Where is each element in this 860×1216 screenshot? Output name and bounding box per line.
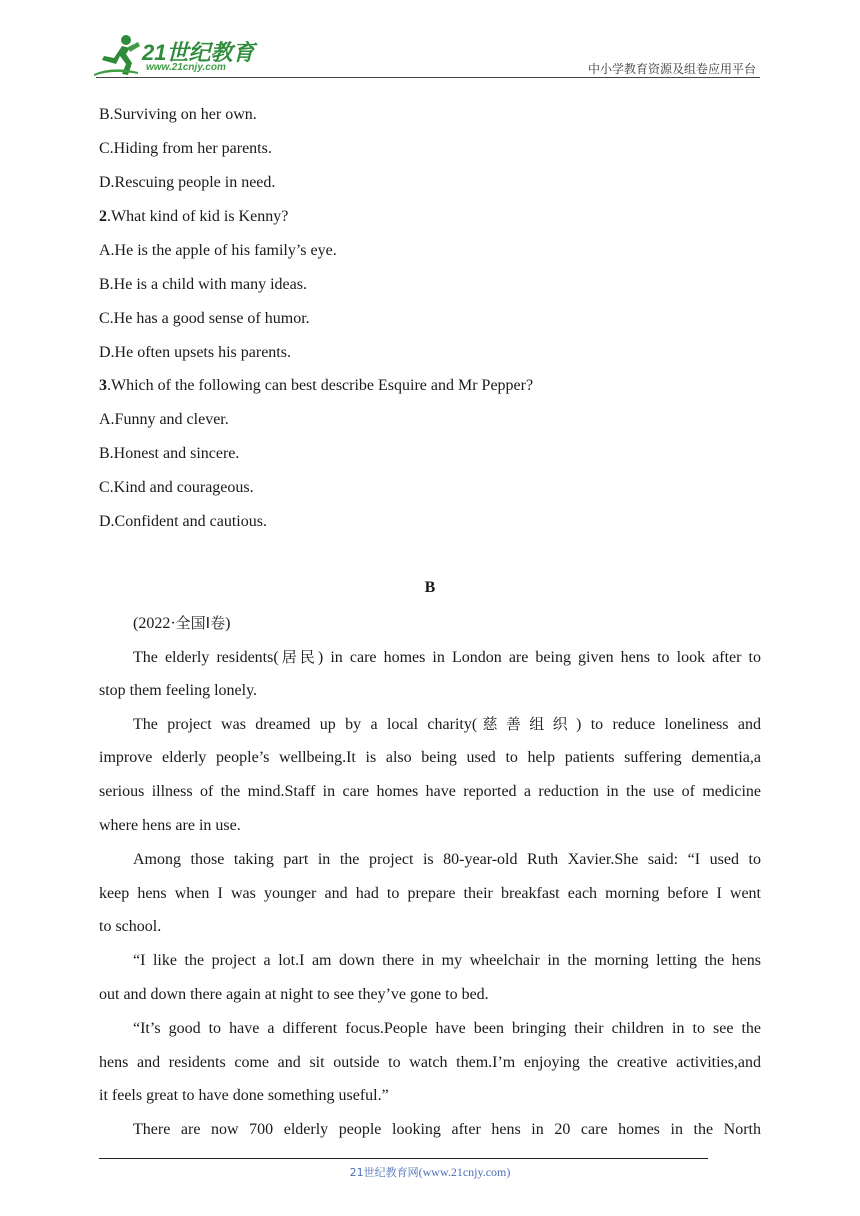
- footer-url: (www.21cnjy.com): [418, 1165, 511, 1179]
- p2-line1: The project was dreamed up by a local charity(慈善组织) to reduce loneliness and: [133, 715, 762, 733]
- p6-line1: There are now 700 elderly people looking after hens in 20 care homes in the North: [133, 1121, 761, 1138]
- q3-option-c: C.Kind and courageous.: [99, 479, 254, 496]
- logo-url: www.21cnjy.com: [146, 62, 226, 73]
- q2-stem-text: .What kind of kid is Kenny?: [107, 208, 289, 225]
- q2-option-a: A.He is the apple of his family’s eye.: [99, 242, 337, 259]
- q3-stem-text: .Which of the following can best describe Esquire and Mr Pepper?: [107, 377, 534, 394]
- footer-site-name: 21世纪教育网: [349, 1166, 419, 1179]
- p2-line4: where hens are in use.: [99, 817, 241, 834]
- passage-source: (2022·全国Ⅰ卷): [133, 614, 231, 632]
- q2-option-b: B.He is a child with many ideas.: [99, 276, 307, 293]
- logo-text: 21世纪教育: [142, 40, 255, 65]
- q1-option-d: D.Rescuing people in need.: [99, 174, 276, 191]
- q2-option-d: D.He often upsets his parents.: [99, 344, 291, 361]
- p3-line3: to school.: [99, 918, 162, 935]
- p2-line2: improve elderly people’s wellbeing.It is also being used to help patients suffering dementia,a: [99, 749, 761, 766]
- p3-line2: keep hens when I was younger and had to prepare their breakfast each morning before I went: [99, 885, 761, 902]
- p2-line3: serious illness of the mind.Staff in care homes have reported a reduction in the use of medicine: [99, 783, 761, 800]
- section-title: B: [424, 579, 436, 596]
- p4-line2: out and down there again at night to see they’ve gone to bed.: [99, 986, 489, 1003]
- p4-line1: “I like the project a lot.I am down there in my wheelchair in the morning letting the hens: [133, 952, 761, 969]
- p1-line2: stop them feeling lonely.: [99, 682, 258, 699]
- p5-line1: “It’s good to have a different focus.People have been bringing their children in to see the: [133, 1020, 761, 1037]
- q2-number: 2: [99, 208, 107, 225]
- q1-option-c: C.Hiding from her parents.: [99, 140, 272, 157]
- header-tagline: 中小学教育资源及组卷应用平台: [587, 62, 756, 76]
- p3-line1: Among those taking part in the project is 80-year-old Ruth Xavier.She said: “I used to: [133, 851, 761, 868]
- q3-option-d: D.Confident and cautious.: [99, 513, 267, 530]
- q3-option-a: A.Funny and clever.: [99, 411, 229, 428]
- q1-option-b: B.Surviving on her own.: [99, 106, 257, 123]
- page-footer[interactable]: [0, 1164, 860, 1180]
- q2-option-c: C.He has a good sense of humor.: [99, 310, 310, 327]
- p5-line2: hens and residents come and sit outside to watch them.I’m enjoying the creative activities,and: [99, 1054, 761, 1071]
- q3-option-b: B.Honest and sincere.: [99, 445, 240, 462]
- p5-line3: it feels great to have done something useful.”: [99, 1087, 389, 1104]
- p1-line1: The elderly residents(居民) in care homes in London are being given hens to look after to: [133, 648, 761, 666]
- q3-stem: [99, 376, 533, 396]
- q2-stem: [99, 207, 288, 227]
- footer-divider: [99, 1158, 708, 1159]
- header-divider: [96, 77, 760, 78]
- q3-number: 3: [99, 377, 107, 394]
- runner-logo-icon: [92, 34, 144, 78]
- site-logo[interactable]: [92, 34, 262, 78]
- page-header: [0, 0, 860, 80]
